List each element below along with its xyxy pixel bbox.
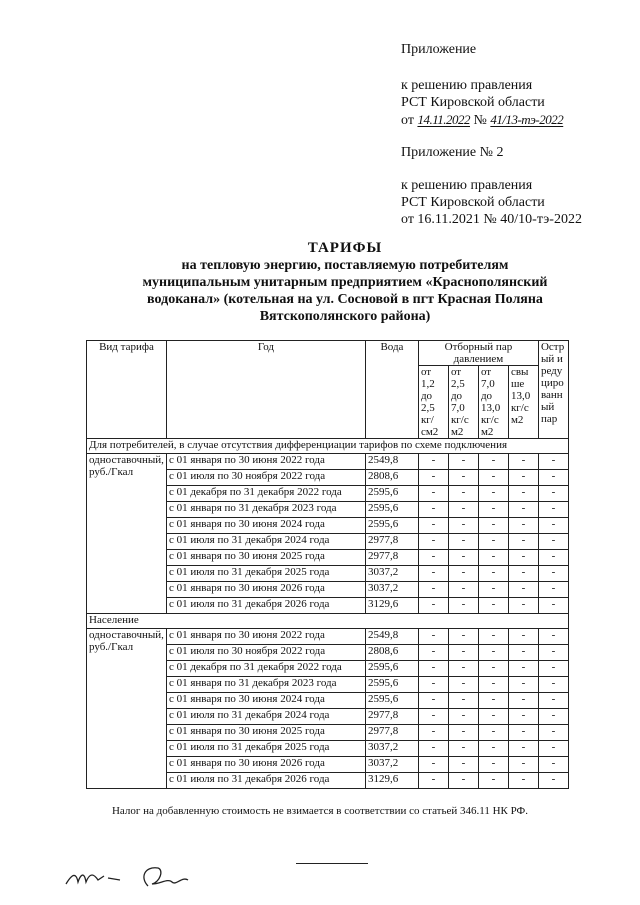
empty-value-cell: - (508, 486, 538, 502)
water-tariff-cell: 2595,6 (365, 661, 418, 677)
empty-value-cell: - (508, 693, 538, 709)
empty-value-cell: - (538, 741, 568, 757)
empty-value-cell: - (478, 645, 508, 661)
title-line-2: муниципальным унитарным предприятием «Краснополянский (142, 275, 548, 290)
empty-value-cell: - (448, 582, 478, 598)
empty-value-cell: - (418, 598, 448, 614)
empty-value-cell: - (418, 741, 448, 757)
empty-value-cell: - (508, 582, 538, 598)
empty-value-cell: - (448, 470, 478, 486)
decision-line-1: к решению правления (401, 78, 533, 93)
period-cell: с 01 июля по 31 декабря 2026 года (166, 773, 365, 789)
water-tariff-cell: 2977,8 (365, 534, 418, 550)
empty-value-cell: - (508, 645, 538, 661)
empty-value-cell: - (478, 566, 508, 582)
empty-value-cell: - (538, 470, 568, 486)
empty-value-cell: - (448, 709, 478, 725)
water-tariff-cell: 3037,2 (365, 757, 418, 773)
decision-date-handwritten: 14.11.2022 (417, 112, 470, 127)
empty-value-cell: - (538, 550, 568, 566)
empty-value-cell: - (478, 661, 508, 677)
empty-value-cell: - (508, 661, 538, 677)
empty-value-cell: - (418, 550, 448, 566)
header-vid-tarifa: Вид тарифа (87, 341, 167, 439)
header-god: Год (166, 341, 365, 439)
empty-value-cell: - (508, 534, 538, 550)
empty-value-cell: - (478, 502, 508, 518)
date-prefix: от (401, 113, 414, 128)
empty-value-cell: - (418, 486, 448, 502)
empty-value-cell: - (508, 677, 538, 693)
decision-date-line (401, 111, 563, 129)
empty-value-cell: - (418, 502, 448, 518)
header-pressure-4: свы ше 13,0 кг/с м2 (508, 366, 538, 439)
section-1-label: Для потребителей, в случае отсутствия дифференциации тарифов по схеме подключения (87, 439, 569, 454)
water-tariff-cell: 2595,6 (365, 677, 418, 693)
empty-value-cell: - (508, 629, 538, 645)
water-tariff-cell: 2595,6 (365, 486, 418, 502)
water-tariff-cell: 2595,6 (365, 502, 418, 518)
empty-value-cell: - (538, 725, 568, 741)
empty-value-cell: - (538, 709, 568, 725)
header-pressure-3: от 7,0 до 13,0 кг/с м2 (478, 366, 508, 439)
table-row (87, 629, 569, 645)
empty-value-cell: - (508, 502, 538, 518)
tariff-type-cell: одноставочный, руб./Гкал (87, 629, 167, 789)
period-cell: с 01 декабря по 31 декабря 2022 года (166, 486, 365, 502)
table-header-row-1 (87, 341, 569, 366)
water-tariff-cell: 2808,6 (365, 645, 418, 661)
period-cell: с 01 января по 31 декабря 2023 года (166, 502, 365, 518)
period-cell: с 01 июля по 31 декабря 2024 года (166, 709, 365, 725)
water-tariff-cell: 2977,8 (365, 709, 418, 725)
empty-value-cell: - (538, 502, 568, 518)
empty-value-cell: - (448, 725, 478, 741)
empty-value-cell: - (418, 518, 448, 534)
empty-value-cell: - (418, 582, 448, 598)
empty-value-cell: - (538, 534, 568, 550)
empty-value-cell: - (418, 709, 448, 725)
empty-value-cell: - (478, 693, 508, 709)
appendix-label: Приложение (401, 42, 477, 57)
empty-value-cell: - (538, 757, 568, 773)
title-line-4: Вятскополянского района) (259, 309, 431, 324)
tariff-type-cell: одноставочный, руб./Гкал (87, 454, 167, 614)
section-row (87, 439, 569, 454)
empty-value-cell: - (508, 454, 538, 470)
vat-footnote: Налог на добавленную стоимость не взимается в соответствии со статьей 346.11 НК РФ. (111, 805, 529, 817)
header-pressure-1: от 1,2 до 2,5 кг/см2 (418, 366, 448, 439)
empty-value-cell: - (508, 566, 538, 582)
empty-value-cell: - (418, 629, 448, 645)
empty-value-cell: - (448, 534, 478, 550)
empty-value-cell: - (508, 518, 538, 534)
signature-icon (64, 862, 224, 892)
empty-value-cell: - (418, 454, 448, 470)
empty-value-cell: - (508, 725, 538, 741)
period-cell: с 01 января по 30 июня 2026 года (166, 582, 365, 598)
empty-value-cell: - (538, 693, 568, 709)
empty-value-cell: - (538, 645, 568, 661)
water-tariff-cell: 3037,2 (365, 741, 418, 757)
empty-value-cell: - (448, 773, 478, 789)
empty-value-cell: - (478, 470, 508, 486)
prev-decision-line-1: к решению правления (401, 178, 533, 193)
header-ostryi-par: Остр ый и реду циро ванн ый пар (538, 341, 568, 439)
period-cell: с 01 января по 31 декабря 2023 года (166, 677, 365, 693)
title-line-1: на тепловую энергию, поставляемую потребителям (181, 258, 509, 273)
appendix-2-label: Приложение № 2 (401, 145, 504, 160)
section-2-label: Население (87, 614, 569, 629)
period-cell: с 01 декабря по 31 декабря 2022 года (166, 661, 365, 677)
empty-value-cell: - (448, 502, 478, 518)
title-line-3: водоканал» (котельная на ул. Сосновой в пгт Красная Поляна (147, 292, 543, 307)
period-cell: с 01 июля по 31 декабря 2025 года (166, 566, 365, 582)
empty-value-cell: - (538, 486, 568, 502)
table-row (87, 454, 569, 470)
empty-value-cell: - (478, 773, 508, 789)
empty-value-cell: - (418, 757, 448, 773)
water-tariff-cell: 2549,8 (365, 454, 418, 470)
empty-value-cell: - (478, 677, 508, 693)
empty-value-cell: - (478, 709, 508, 725)
tariff-table (86, 340, 569, 789)
empty-value-cell: - (418, 661, 448, 677)
empty-value-cell: - (448, 645, 478, 661)
title-word: ТАРИФЫ (307, 240, 383, 256)
period-cell: с 01 января по 30 июня 2024 года (166, 693, 365, 709)
section-row (87, 614, 569, 629)
period-cell: с 01 июля по 31 декабря 2024 года (166, 534, 365, 550)
water-tariff-cell: 2808,6 (365, 470, 418, 486)
number-prefix: № (473, 113, 487, 128)
period-cell: с 01 января по 30 июня 2025 года (166, 725, 365, 741)
empty-value-cell: - (478, 486, 508, 502)
signature-mark (64, 862, 224, 898)
empty-value-cell: - (538, 566, 568, 582)
empty-value-cell: - (508, 470, 538, 486)
empty-value-cell: - (538, 773, 568, 789)
empty-value-cell: - (508, 757, 538, 773)
empty-value-cell: - (478, 518, 508, 534)
section-1-body (87, 439, 569, 614)
period-cell: с 01 января по 30 июня 2026 года (166, 757, 365, 773)
empty-value-cell: - (478, 629, 508, 645)
empty-value-cell: - (418, 566, 448, 582)
empty-value-cell: - (508, 773, 538, 789)
empty-value-cell: - (448, 677, 478, 693)
empty-value-cell: - (448, 598, 478, 614)
water-tariff-cell: 3129,6 (365, 773, 418, 789)
period-cell: с 01 июля по 31 декабря 2026 года (166, 598, 365, 614)
water-tariff-cell: 2595,6 (365, 518, 418, 534)
header-voda: Вода (365, 341, 418, 439)
period-cell: с 01 июля по 30 ноября 2022 года (166, 645, 365, 661)
document-title (80, 240, 610, 325)
empty-value-cell: - (448, 741, 478, 757)
empty-value-cell: - (538, 518, 568, 534)
empty-value-cell: - (448, 486, 478, 502)
water-tariff-cell: 2549,8 (365, 629, 418, 645)
empty-value-cell: - (478, 757, 508, 773)
period-cell: с 01 января по 30 июня 2022 года (166, 629, 365, 645)
header-otbornyi-par: Отборный пар давлением (418, 341, 538, 366)
prev-decision-line-2: РСТ Кировской области (401, 195, 545, 210)
water-tariff-cell: 3037,2 (365, 582, 418, 598)
empty-value-cell: - (448, 693, 478, 709)
empty-value-cell: - (448, 566, 478, 582)
water-tariff-cell: 2977,8 (365, 725, 418, 741)
empty-value-cell: - (448, 629, 478, 645)
empty-value-cell: - (478, 534, 508, 550)
empty-value-cell: - (418, 693, 448, 709)
empty-value-cell: - (508, 550, 538, 566)
empty-value-cell: - (418, 470, 448, 486)
decision-line-2: РСТ Кировской области (401, 95, 545, 110)
empty-value-cell: - (538, 582, 568, 598)
empty-value-cell: - (478, 741, 508, 757)
empty-value-cell: - (448, 518, 478, 534)
empty-value-cell: - (538, 598, 568, 614)
empty-value-cell: - (418, 645, 448, 661)
empty-value-cell: - (418, 677, 448, 693)
period-cell: с 01 июля по 30 ноября 2022 года (166, 470, 365, 486)
empty-value-cell: - (448, 454, 478, 470)
empty-value-cell: - (538, 629, 568, 645)
period-cell: с 01 января по 30 июня 2025 года (166, 550, 365, 566)
empty-value-cell: - (508, 598, 538, 614)
period-cell: с 01 января по 30 июня 2024 года (166, 518, 365, 534)
water-tariff-cell: 2595,6 (365, 693, 418, 709)
empty-value-cell: - (448, 757, 478, 773)
empty-value-cell: - (418, 534, 448, 550)
empty-value-cell: - (448, 661, 478, 677)
decision-number-handwritten: 41/13-тэ-2022 (490, 112, 564, 127)
header-pressure-2: от 2,5 до 7,0 кг/с м2 (448, 366, 478, 439)
empty-value-cell: - (538, 454, 568, 470)
empty-value-cell: - (418, 725, 448, 741)
section-2-body (87, 614, 569, 789)
empty-value-cell: - (478, 582, 508, 598)
period-cell: с 01 июля по 31 декабря 2025 года (166, 741, 365, 757)
empty-value-cell: - (508, 709, 538, 725)
water-tariff-cell: 3037,2 (365, 566, 418, 582)
empty-value-cell: - (508, 741, 538, 757)
empty-value-cell: - (478, 598, 508, 614)
empty-value-cell: - (448, 550, 478, 566)
empty-value-cell: - (418, 773, 448, 789)
empty-value-cell: - (538, 661, 568, 677)
signature-underline (296, 863, 368, 864)
water-tariff-cell: 3129,6 (365, 598, 418, 614)
empty-value-cell: - (538, 677, 568, 693)
empty-value-cell: - (478, 725, 508, 741)
empty-value-cell: - (478, 454, 508, 470)
period-cell: с 01 января по 30 июня 2022 года (166, 454, 365, 470)
prev-decision-line-3: от 16.11.2021 № 40/10-тэ-2022 (401, 212, 582, 227)
empty-value-cell: - (478, 550, 508, 566)
water-tariff-cell: 2977,8 (365, 550, 418, 566)
